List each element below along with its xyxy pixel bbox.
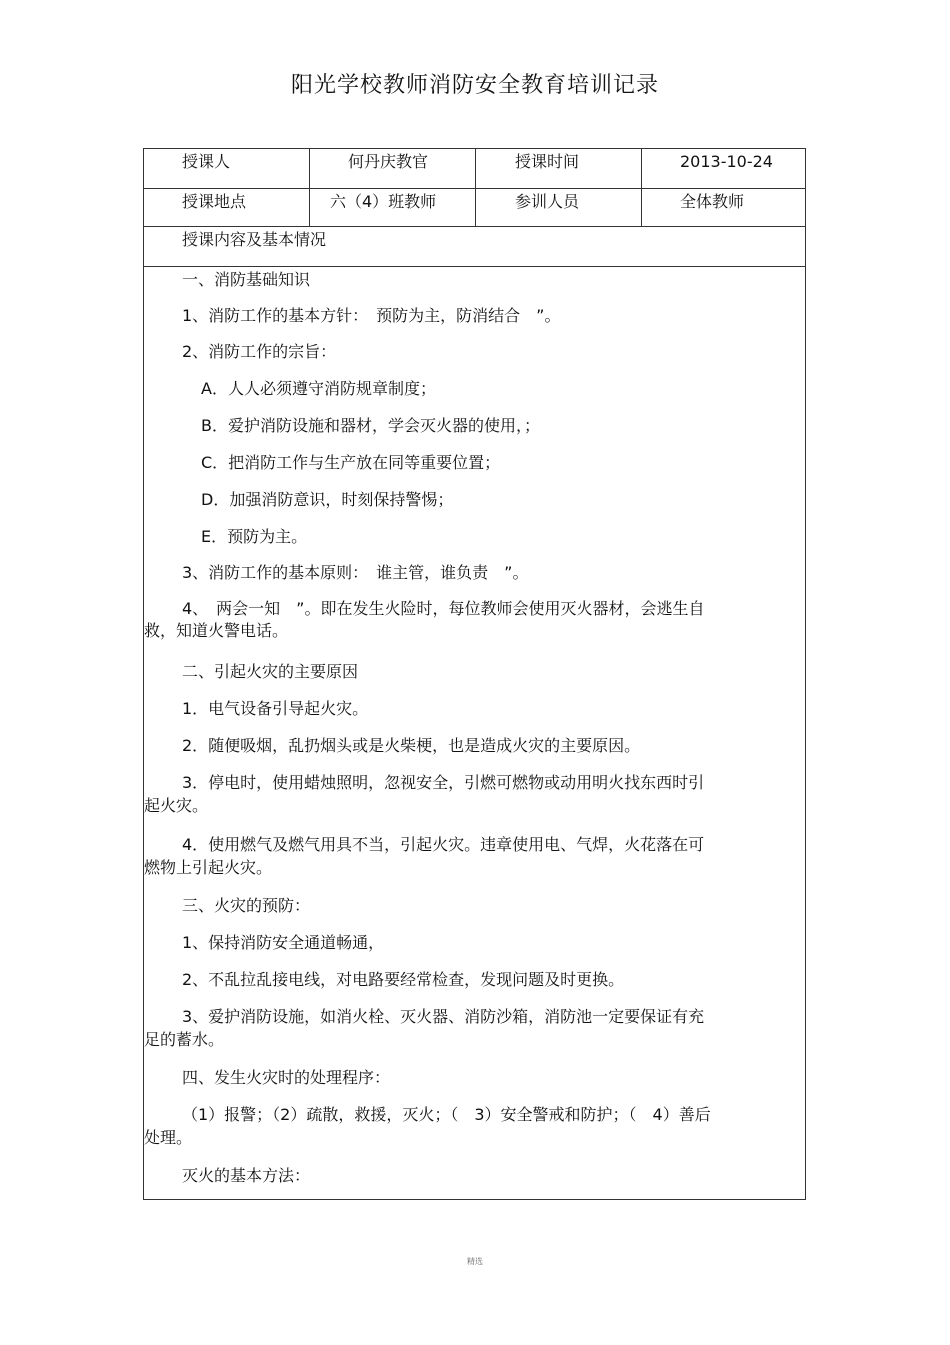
training-record-table (143, 148, 806, 1200)
list-item: E．预防为主。 (201, 527, 308, 546)
paragraph: 1、消防工作的基本方针： 预防为主，防消结合 ”。 (182, 306, 561, 325)
paragraph: 2、不乱拉乱接电线，对电路要经常检查，发现问题及时更换。 (182, 970, 625, 989)
paragraph: 灭火的基本方法： (182, 1166, 311, 1185)
paragraph-continuation: 足的蓄水。 (144, 1030, 225, 1049)
date-label: 授课时间 (515, 152, 580, 171)
document-title: 阳光学校教师消防安全教育培训记录 (290, 73, 659, 98)
participants-value: 全体教师 (680, 192, 745, 211)
table-row-location (144, 189, 805, 227)
date-value: 2013-10-24 (680, 152, 773, 171)
table-row-lecturer (144, 149, 805, 189)
section-heading: 一、消防基础知识 (182, 270, 311, 289)
location-value: 六（4）班教师 (330, 192, 437, 211)
paragraph-continuation: 救，知道火警电话。 (144, 621, 289, 640)
location-label: 授课地点 (182, 192, 247, 211)
list-item: A．人人必须遵守消防规章制度； (201, 379, 436, 398)
paragraph: 2、消防工作的宗旨： (182, 342, 337, 361)
participants-label: 参训人员 (515, 192, 580, 211)
list-item: C．把消防工作与生产放在同等重要位置； (201, 453, 501, 472)
paragraph: 4、 两会一知 ”。即在发生火险时，每位教师会使用灭火器材，会逃生自 (182, 599, 705, 618)
lecturer-value: 何丹庆教官 (348, 152, 429, 171)
paragraph: 1．电气设备引导起火灾。 (182, 699, 369, 718)
paragraph-continuation: 起火灾。 (144, 796, 209, 815)
content-header: 授课内容及基本情况 (182, 230, 327, 249)
paragraph: 2．随便吸烟，乱扔烟头或是火柴梗，也是造成火灾的主要原因。 (182, 736, 641, 755)
paragraph: 4．使用燃气及燃气用具不当，引起火灾。违章使用电、气焊，火花落在可 (182, 835, 705, 854)
paragraph: 3、消防工作的基本原则： 谁主管，谁负责 ”。 (182, 563, 529, 582)
paragraph-continuation: 处理。 (144, 1128, 193, 1147)
paragraph: （1）报警；（2）疏散，救援，灭火；（ 3）安全警戒和防护；（ 4）善后 (182, 1105, 711, 1124)
lecturer-label: 授课人 (182, 152, 231, 171)
paragraph: 3、爱护消防设施，如消火栓、灭火器、消防沙箱，消防池一定要保证有充 (182, 1007, 705, 1026)
section-heading: 三、火灾的预防： (182, 896, 311, 915)
table-row-content-header (144, 227, 805, 267)
section-heading: 二、引起火灾的主要原因 (182, 662, 359, 681)
page-footer: 精选 (467, 1257, 483, 1266)
paragraph-continuation: 燃物上引起火灾。 (144, 858, 273, 877)
section-heading: 四、发生火灾时的处理程序： (182, 1068, 391, 1087)
paragraph: 3．停电时，使用蜡烛照明，忽视安全，引燃可燃物或动用明火找东西时引 (182, 773, 705, 792)
list-item: D．加强消防意识，时刻保持警惕； (201, 490, 454, 509)
list-item: B．爱护消防设施和器材，学会灭火器的使用，； (201, 416, 540, 435)
paragraph: 1、保持消防安全通道畅通， (182, 933, 385, 952)
